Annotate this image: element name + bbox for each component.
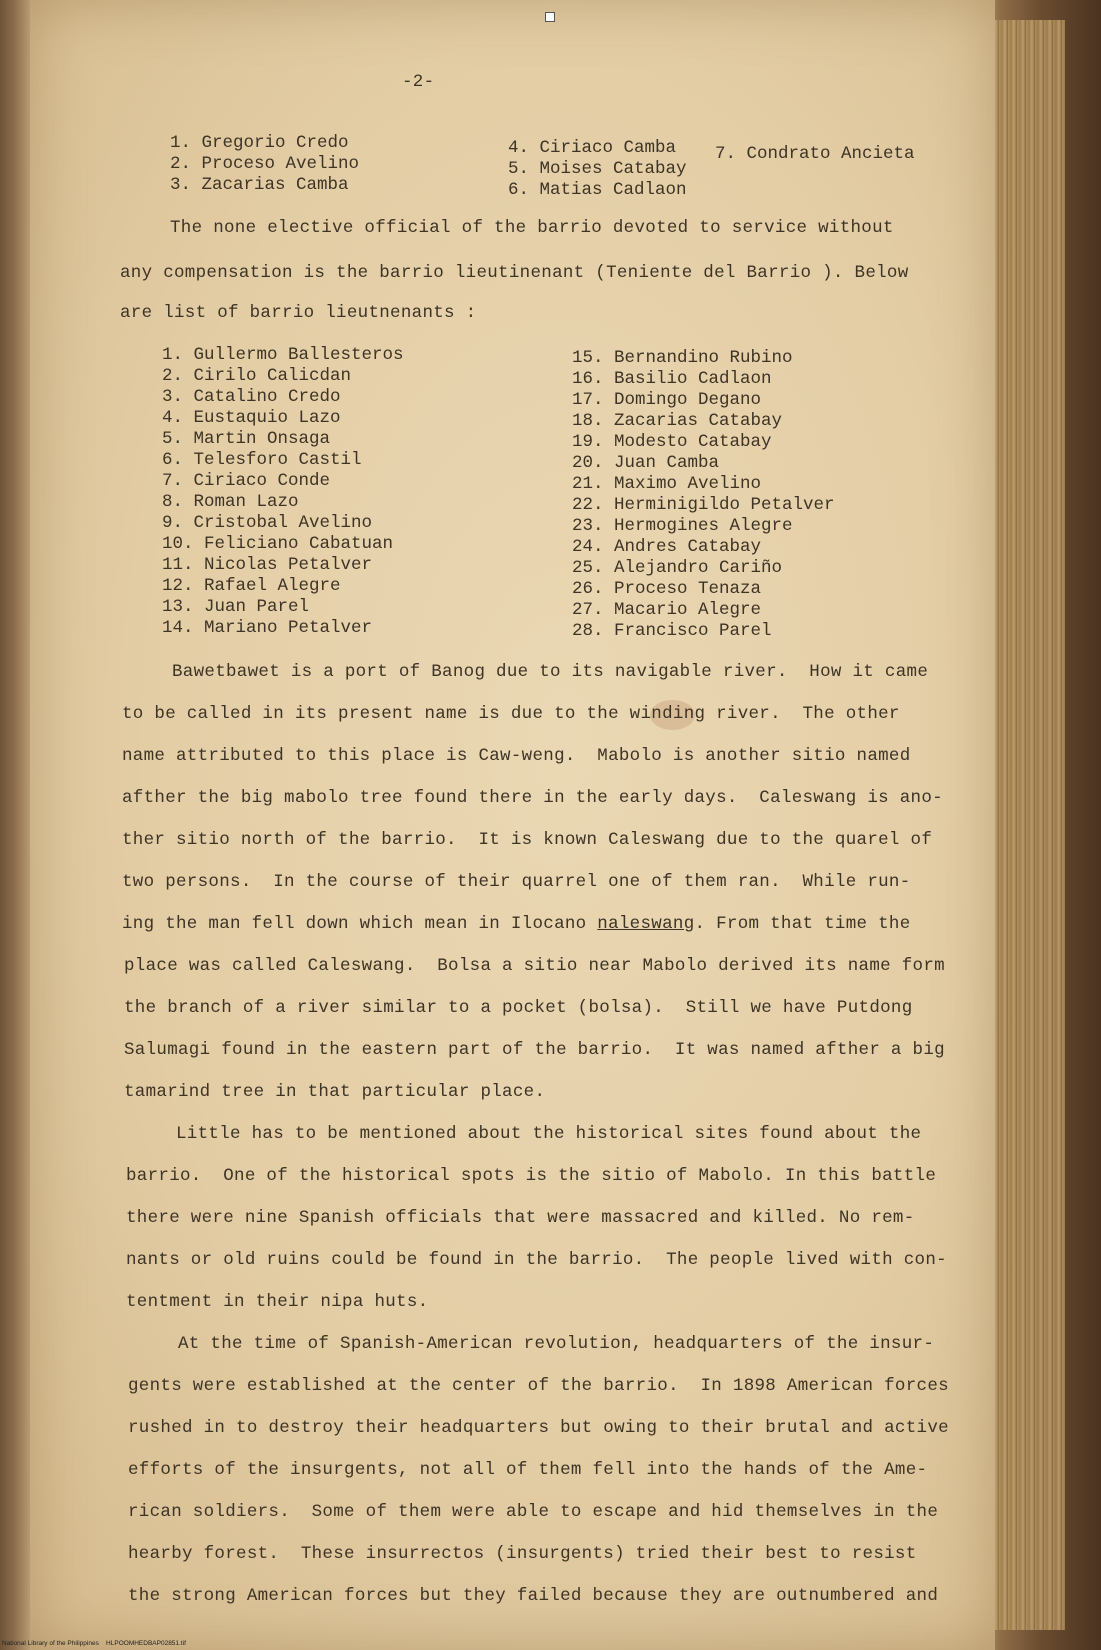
official-item: 3. Zacarias Camba	[170, 175, 349, 195]
official-item: 4. Ciriaco Camba	[508, 138, 677, 158]
lieutenant-item: 16. Basilio Cadlaon	[572, 369, 772, 389]
paragraph-line: name attributed to this place is Caw-weng. Mabolo is another sitio named	[122, 746, 911, 766]
text-span: ing the man fell down which mean in Ilocano	[122, 914, 598, 934]
lieutenant-item: 9. Cristobal Avelino	[162, 513, 373, 533]
paragraph-line: place was called Caleswang. Bolsa a sitio near Mabolo derived its name form	[124, 956, 945, 976]
official-item: 5. Moises Catabay	[508, 159, 687, 179]
paragraph-line: efforts of the insurgents, not all of them fell into the hands of the Ame-	[128, 1460, 928, 1480]
paragraph-line: the strong American forces but they failed because they are outnumbered and	[128, 1586, 939, 1606]
paragraph-line: ther sitio north of the barrio. It is known Caleswang due to the quarel of	[122, 830, 933, 850]
paragraph-line: tamarind tree in that particular place.	[124, 1082, 546, 1102]
intro-line: The none elective official of the barrio devoted to service without	[170, 218, 894, 238]
official-item: 7. Condrato Ancieta	[715, 144, 915, 164]
lieutenant-item: 17. Domingo Degano	[572, 390, 762, 410]
lieutenant-item: 3. Catalino Credo	[162, 387, 341, 407]
scan-footer-caption: National Library of the Philippines HLPOOMHEDBAP02851.tif	[2, 1640, 186, 1647]
lieutenant-item: 20. Juan Camba	[572, 453, 720, 473]
official-item: 6. Matias Cadlaon	[508, 180, 687, 200]
paragraph-line	[122, 914, 911, 934]
book-page-edges	[990, 20, 1065, 1630]
text-span: . From that time the	[694, 914, 911, 934]
paragraph-line: Little has to be mentioned about the historical sites found about the	[176, 1124, 922, 1144]
paragraph-line: Bawetbawet is a port of Banog due to its navigable river. How it came	[172, 662, 929, 682]
lieutenant-item: 5. Martin Onsaga	[162, 429, 331, 449]
lieutenant-item: 28. Francisco Parel	[572, 621, 772, 641]
officials-column-3	[715, 144, 915, 165]
lieutenant-item: 19. Modesto Catabay	[572, 432, 772, 452]
paragraph-line: to be called in its present name is due to the winding river. The other	[122, 704, 900, 724]
intro-line: are list of barrio lieutnenants :	[120, 303, 477, 323]
lieutenant-item: 1. Gullermo Ballesteros	[162, 345, 404, 365]
paragraph-line: nants or old ruins could be found in the barrio. The people lived with con-	[126, 1250, 947, 1270]
lieutenant-item: 11. Nicolas Petalver	[162, 555, 373, 575]
paragraph-line: rushed in to destroy their headquarters but owing to their brutal and active	[128, 1418, 949, 1438]
paragraph-line: hearby forest. These insurrectos (insurgents) tried their best to resist	[128, 1544, 917, 1564]
paragraph-line: two persons. In the course of their quarrel one of them ran. While run-	[122, 872, 911, 892]
lieutenant-item: 8. Roman Lazo	[162, 492, 299, 512]
intro-line: any compensation is the barrio lieutinenant (Teniente del Barrio ). Below	[120, 263, 909, 283]
lieutenant-item: 25. Alejandro Cariño	[572, 558, 783, 578]
lieutenant-item: 27. Macario Alegre	[572, 600, 762, 620]
official-item: 1. Gregorio Credo	[170, 133, 349, 153]
lieutenant-item: 6. Telesforo Castil	[162, 450, 362, 470]
lieutenant-item: 26. Proceso Tenaza	[572, 579, 762, 599]
paragraph-line: afther the big mabolo tree found there in the early days. Caleswang is ano-	[122, 788, 943, 808]
lieutenant-item: 13. Juan Parel	[162, 597, 310, 617]
paragraph-line: the branch of a river similar to a pocket (bolsa). Still we have Putdong	[124, 998, 913, 1018]
lieutenant-item: 22. Herminigildo Petalver	[572, 495, 835, 515]
paragraph-line: gents were established at the center of the barrio. In 1898 American forces	[128, 1376, 949, 1396]
lieutenant-item: 14. Mariano Petalver	[162, 618, 373, 638]
lieutenant-item: 23. Hermogines Alegre	[572, 516, 793, 536]
document-page	[30, 0, 995, 1650]
lieutenant-item: 15. Bernandino Rubino	[572, 348, 793, 368]
scanner-marker-icon	[545, 12, 555, 22]
paragraph-line: rican soldiers. Some of them were able to escape and hid themselves in the	[128, 1502, 939, 1522]
lieutenant-item: 10. Feliciano Cabatuan	[162, 534, 394, 554]
lieutenant-item: 4. Eustaquio Lazo	[162, 408, 341, 428]
lieutenants-column-2	[572, 348, 835, 642]
page-number: -2-	[402, 72, 435, 92]
lieutenants-column-1	[162, 345, 404, 639]
lieutenant-item: 18. Zacarias Catabay	[572, 411, 783, 431]
official-item: 2. Proceso Avelino	[170, 154, 360, 174]
lieutenant-item: 7. Ciriaco Conde	[162, 471, 331, 491]
underlined-word: naleswang	[597, 914, 695, 934]
paragraph-line: Salumagi found in the eastern part of the barrio. It was named afther a big	[124, 1040, 945, 1060]
lieutenant-item: 21. Maximo Avelino	[572, 474, 762, 494]
paragraph-line: there were nine Spanish officials that were massacred and killed. No rem-	[126, 1208, 915, 1228]
lieutenant-item: 2. Cirilo Calicdan	[162, 366, 352, 386]
lieutenant-item: 24. Andres Catabay	[572, 537, 762, 557]
paragraph-line: tentment in their nipa huts.	[126, 1292, 429, 1312]
lieutenant-item: 12. Rafael Alegre	[162, 576, 341, 596]
officials-column-2	[508, 138, 687, 201]
officials-column-1	[170, 133, 359, 196]
paragraph-line: barrio. One of the historical spots is the sitio of Mabolo. In this battle	[126, 1166, 937, 1186]
paragraph-line: At the time of Spanish-American revolution, headquarters of the insur-	[178, 1334, 935, 1354]
